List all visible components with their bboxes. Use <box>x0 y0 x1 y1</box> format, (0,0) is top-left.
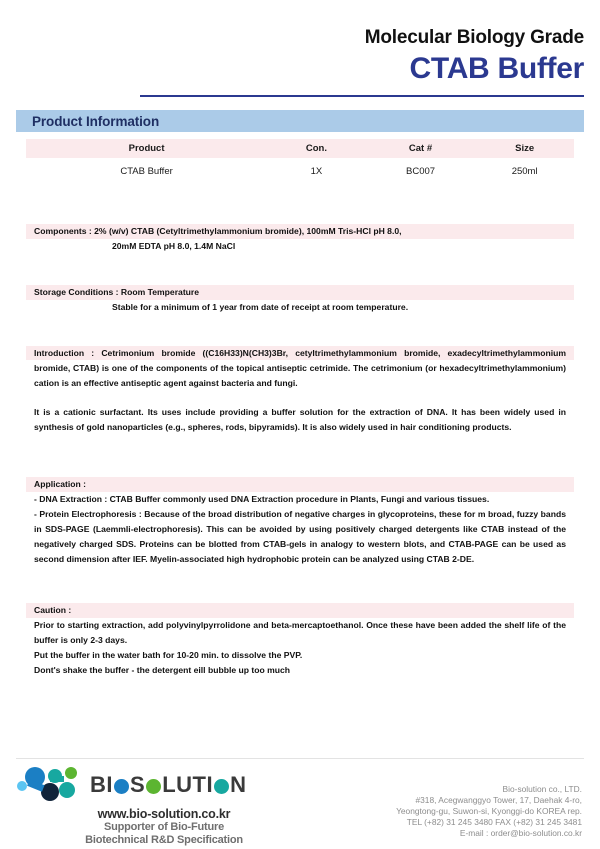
page-header <box>16 28 584 86</box>
column-header-cat: Cat # <box>408 143 433 154</box>
address-line-5[interactable]: E-mail : order@bio-solution.co.kr <box>459 828 582 838</box>
introduction-paragraph-1 <box>26 346 574 391</box>
application-label: Application : <box>26 477 574 492</box>
application-item-2: - Protein Electrophoresis : Because of the broad distribution of negative charges in glycoproteins, these for m broad, fuzzy bands in SDS-PAGE (Laemmli-electrophoresis). This can be avoided by using positively charged detergents like CTAB instead of the negatively charged SDS. Proteins can be blotted from CTAB-gels in analogy to western blots, and CTAB-PAGE can be used as second dimension after IEF. Myelin-associated high hydrophobic protein can be analyzed using CTAB 2-DE. <box>34 508 566 564</box>
components-line-1 <box>26 224 574 239</box>
address-line-2: #318, Acegwanggyo Tower, 17, Daehak 4-ro, <box>415 795 582 805</box>
table-header-row <box>26 139 574 158</box>
title-underline <box>140 95 584 97</box>
storage-value: Room Temperature <box>120 287 200 297</box>
components-value-1: 2% (w/v) CTAB (Cetyltrimethylammonium bromide), 100mM Tris-HCl pH 8.0, <box>94 226 402 236</box>
wordmark-o-1-icon <box>114 779 129 794</box>
logo-wordmark <box>90 774 246 796</box>
caution-line-3: Dont's shake the buffer - the detergent eill bubble up too much <box>34 664 291 675</box>
caution-label: Caution : <box>26 603 574 618</box>
column-header-product: Product <box>128 143 165 154</box>
section-introduction <box>26 346 574 435</box>
cell-product: CTAB Buffer <box>120 166 173 177</box>
caution-line-2: Put the buffer in the water bath for 10-20 min. to dissolve the PVP. <box>34 649 303 660</box>
wordmark-b: B <box>90 772 107 797</box>
address-line-4: TEL (+82) 31 245 3480 FAX (+82) 31 245 3481 <box>406 817 582 827</box>
wordmark-i: I <box>106 772 114 797</box>
cell-con: 1X <box>310 166 323 177</box>
storage-note: Stable for a minimum of 1 year from date of receipt at room temperature. <box>112 301 409 312</box>
product-table <box>26 139 574 181</box>
section-title-product-information: Product Information <box>32 113 160 129</box>
address-line-1: Bio-solution co., LTD. <box>502 784 582 794</box>
page-footer <box>0 758 600 849</box>
components-label: Components : <box>34 226 92 236</box>
wordmark-o-3-icon <box>214 779 229 794</box>
section-components <box>26 224 574 253</box>
storage-label: Storage Conditions : <box>34 287 119 297</box>
section-caution <box>26 603 574 678</box>
section-storage-conditions <box>26 285 574 314</box>
components-line-2: 20mM EDTA pH 8.0, 1.4M NaCl <box>112 240 236 251</box>
company-address <box>396 784 582 839</box>
footer-divider <box>16 758 584 759</box>
introduction-label: Introduction : <box>34 348 95 358</box>
caution-line-1: Prior to starting extraction, add polyvinylpyrrolidone and beta-mercaptoethanol. Once these have been added the shelf life of the buffer is only 2-3 days. <box>34 619 566 645</box>
section-header-product-information <box>16 110 584 132</box>
header-subtitle: Molecular Biology Grade <box>364 27 584 48</box>
wordmark-lut: LUTI <box>162 772 214 797</box>
address-line-3: Yeongtong-gu, Suwon-si, Kyonggi-do KOREA rep. <box>396 806 582 816</box>
logo-tagline-2: Biotechnical R&D Specification <box>85 834 243 846</box>
wordmark-s: S <box>130 772 146 797</box>
introduction-paragraph-2: It is a cationic surfactant. Its uses include providing a buffer solution for the extraction of DNA. It has been widely used in synthesis of gold nanoparticles (e.g., spheres, rods, bipyramids). It is also widely used in hair conditioning products. <box>34 407 566 432</box>
storage-line-1 <box>26 285 574 300</box>
column-header-size: Size <box>515 143 535 154</box>
section-application <box>26 477 574 567</box>
application-item-1: - DNA Extraction : CTAB Buffer commonly used DNA Extraction procedure in Plants, Fungi and various tissues. <box>34 493 490 504</box>
column-header-con: Con. <box>305 143 327 154</box>
logo-tagline-1: Supporter of Bio-Future <box>103 821 225 833</box>
logo-top-row <box>14 764 314 806</box>
wordmark-o-2-icon <box>146 779 161 794</box>
company-logo <box>14 764 314 847</box>
table-row <box>26 162 574 181</box>
page-title: CTAB Buffer <box>409 51 584 85</box>
cell-cat: BC007 <box>406 166 436 177</box>
logo-website-url[interactable]: www.bio-solution.co.kr <box>97 807 231 821</box>
wordmark-n: N <box>230 772 247 797</box>
molecule-logo-icon <box>14 764 88 806</box>
cell-size: 250ml <box>511 166 538 177</box>
introduction-text-1: Cetrimonium bromide ((C16H33)N(CH3)3Br, cetyltrimethylammonium bromide, exadecyltrimethylammonium bromide, CTAB) is one of the components of the topical antiseptic cetrimide. The cetrimonium (or hexadecyltrimethylammonium) cation is an effective antiseptic agent against bacteria and fungi. <box>34 348 566 388</box>
